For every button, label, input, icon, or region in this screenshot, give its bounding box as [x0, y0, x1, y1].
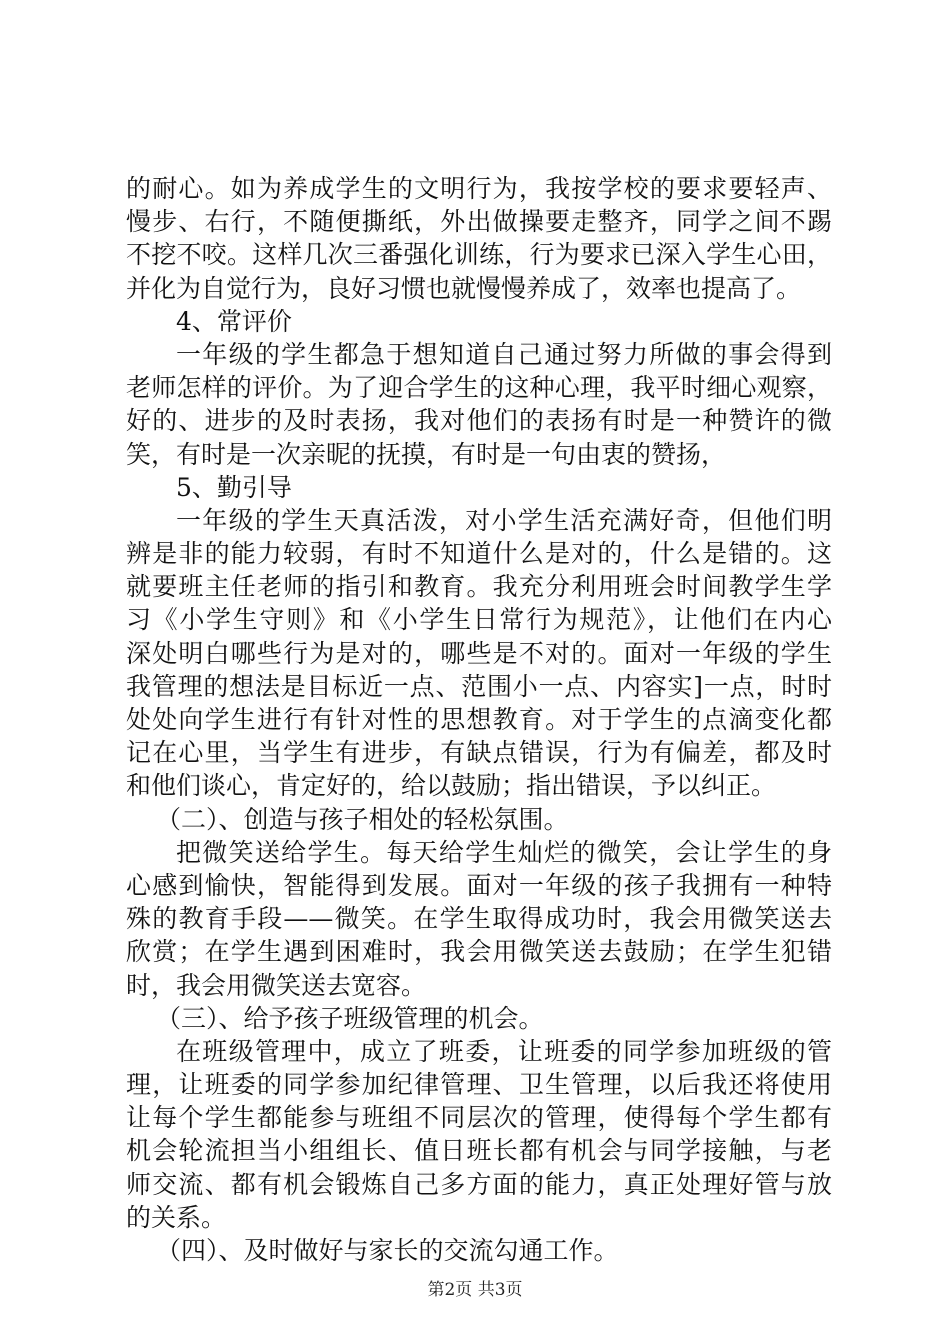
- text-line: 在班级管理中，成立了班委，让班委的同学参加班级的管: [176, 1036, 832, 1066]
- text-line: 一年级的学生天真活泼，对小学生活充满好奇，但他们明: [176, 505, 832, 535]
- text-line: 辨是非的能力较弱，有时不知道什么是对的，什么是错的。这: [126, 539, 832, 569]
- text-line: 把微笑送给学生。每天给学生灿烂的微笑，会让学生的身: [176, 837, 832, 867]
- text-line: 处处向学生进行有针对性的思想教育。对于学生的点滴变化都: [126, 705, 832, 734]
- section-heading: 5、勤引导: [176, 472, 292, 502]
- page-number: 第2页 共3页: [427, 1280, 523, 1300]
- text-line: 和他们谈心，肯定好的，给以鼓励；指出错误，予以纠正。: [126, 771, 777, 801]
- text-line: 好的、进步的及时表扬，我对他们的表扬有时是一种赞许的微: [126, 406, 832, 436]
- text-line: 老师怎样的评价。为了迎合学生的这种心理，我平时细心观察，: [126, 373, 832, 403]
- text-line: 就要班主任老师的指引和教育。我充分利用班会时间教学生学: [126, 572, 832, 602]
- text-line: 机会轮流担当小组组长、值日班长都有机会与同学接触，与老: [126, 1136, 832, 1166]
- text-line: 欣赏；在学生遇到困难时，我会用微笑送去鼓励；在学生犯错: [126, 937, 832, 967]
- text-line: 让每个学生都能参与班组不同层次的管理，使得每个学生都有: [126, 1103, 832, 1133]
- section-heading: （三）、给予孩子班级管理的机会。: [156, 1003, 544, 1033]
- text-line: 时，我会用微笑送去宽容。: [126, 970, 427, 1000]
- document-body: [126, 172, 832, 1267]
- text-line: 的关系。: [126, 1202, 227, 1232]
- text-line: 习《小学生守则》和《小学生日常行为规范》，让他们在内心: [126, 605, 832, 635]
- text-line: 并化为自觉行为，良好习惯也就慢慢养成了，效率也提高了。: [126, 273, 802, 303]
- text-line: 我管理的想法是目标近一点、范围小一点、内容实]一点，时时: [126, 671, 832, 701]
- text-line: 记在心里，当学生有进步，有缺点错误，行为有偏差，都及时: [126, 738, 832, 768]
- text-line: 殊的教育手段——微笑。在学生取得成功时，我会用微笑送去: [126, 904, 832, 934]
- text-line: 一年级的学生都急于想知道自己通过努力所做的事会得到: [176, 339, 832, 369]
- text-line: 的耐心。如为养成学生的文明行为，我按学校的要求要轻声、: [126, 174, 832, 203]
- text-line: 不挖不咬。这样几次三番强化训练，行为要求已深入学生心田，: [126, 240, 832, 270]
- text-line: 慢步、右行，不随便撕纸，外出做操要走整齐，同学之间不踢: [126, 207, 832, 237]
- text-line: 深处明白哪些行为是对的，哪些是不对的。面对一年级的学生: [126, 638, 832, 668]
- section-heading: （四）、及时做好与家长的交流勾通工作。: [156, 1236, 619, 1265]
- text-line: 笑，有时是一次亲昵的抚摸，有时是一句由衷的赞扬，: [126, 439, 727, 469]
- text-line: 理，让班委的同学参加纪律管理、卫生管理，以后我还将使用: [126, 1070, 832, 1100]
- section-heading: （二）、创造与孩子相处的轻松氛围。: [156, 804, 569, 834]
- section-heading: 4、常评价: [176, 306, 292, 336]
- text-line: 心感到愉快，智能得到发展。面对一年级的孩子我拥有一种特: [126, 870, 832, 900]
- text-line: 师交流、都有机会锻炼自己多方面的能力，真正处理好管与放: [126, 1169, 832, 1199]
